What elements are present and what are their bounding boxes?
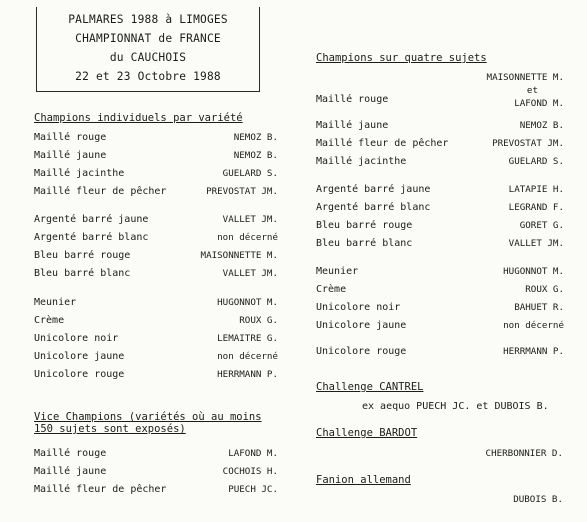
result-row [316, 320, 564, 334]
variety-label: Bleu barré rouge [34, 250, 131, 261]
winner-name: COCHOIS H. [222, 466, 278, 477]
winner-name: BAHUET R. [514, 302, 564, 313]
variety-label: Maillé rouge [34, 448, 107, 459]
variety-label: Argenté barré jaune [34, 214, 149, 225]
winner-name: LATAPIE H. [508, 184, 564, 195]
winner-name: LEGRAND F. [508, 202, 564, 213]
winner-name: LEMAITRE G. [217, 333, 278, 344]
title-line-4: 22 et 23 Octobre 1988 [75, 70, 221, 83]
result-row [34, 150, 278, 164]
result-row [316, 120, 564, 134]
result-row [34, 297, 278, 311]
title-line-3: du CAUCHOIS [109, 51, 187, 64]
variety-label: Maillé jaune [34, 466, 107, 477]
winner-name: HUGONNOT M. [217, 297, 278, 308]
result-row [316, 184, 564, 198]
four-heading: Champions sur quatre sujets [316, 52, 487, 64]
result-row [34, 448, 278, 462]
winner-name: non décerné [503, 320, 564, 331]
fanion-text: DUBOIS B. [513, 494, 563, 505]
winner-name: GUELARD S. [508, 156, 564, 167]
bardot-text: CHERBONNIER D. [485, 448, 563, 459]
individual-heading: Champions individuels par variété [34, 112, 243, 124]
winner-name: HERRMANN P. [217, 369, 278, 380]
result-row [316, 220, 564, 234]
result-row [34, 250, 278, 264]
variety-label: Meunier [34, 297, 77, 308]
title-line-1: PALMARES 1988 à LIMOGES [68, 13, 228, 26]
variety-label: Maillé fleur de pêcher [34, 186, 167, 197]
winner-name: GUELARD S. [222, 168, 278, 179]
result-row [34, 484, 278, 498]
variety-label: Unicolore rouge [316, 346, 407, 357]
result-row [34, 333, 278, 347]
variety-label: Argenté barré jaune [316, 184, 431, 195]
winner-name: NEMOZ B. [233, 150, 278, 161]
four-row-value-2: LAFOND M. [514, 98, 564, 109]
variety-label: Meunier [316, 266, 359, 277]
variety-label: Maillé jacinthe [34, 168, 125, 179]
winner-name: PREVOSTAT JM. [492, 138, 564, 149]
winner-name: NEMOZ B. [519, 120, 564, 131]
winner-name: PUECH JC. [228, 484, 278, 495]
result-row [316, 138, 564, 152]
fanion-heading: Fanion allemand [316, 474, 411, 486]
result-row [34, 232, 278, 246]
winner-name: HERRMANN P. [503, 346, 564, 357]
winner-name: HUGONNOT M. [503, 266, 564, 277]
title-box [36, 7, 260, 92]
variety-label: Argenté barré blanc [34, 232, 149, 243]
four-row-value-connector: et [526, 85, 538, 96]
variety-label: Argenté barré blanc [316, 202, 431, 213]
result-row [34, 186, 278, 200]
four-row-first [316, 72, 564, 116]
result-row [316, 202, 564, 216]
winner-name: VALLET JM. [222, 214, 278, 225]
title-line-2: CHAMPIONNAT de FRANCE [75, 32, 221, 45]
variety-label: Crème [34, 315, 65, 326]
variety-label: Maillé jacinthe [316, 156, 407, 167]
bardot-heading: Challenge BARDOT [316, 427, 418, 439]
winner-name: PREVOSTAT JM. [206, 186, 278, 197]
result-row [34, 466, 278, 480]
result-row [34, 315, 278, 329]
result-row [316, 284, 564, 298]
winner-name: ROUX G. [239, 315, 278, 326]
winner-name: VALLET JM. [222, 268, 278, 279]
variety-label: Maillé fleur de pêcher [34, 484, 167, 495]
winner-name: ROUX G. [525, 284, 564, 295]
variety-label: Bleu barré blanc [34, 268, 131, 279]
variety-label: Unicolore rouge [34, 369, 125, 380]
result-row [316, 266, 564, 280]
winner-name: non décerné [217, 232, 278, 243]
winner-name: non décerné [217, 351, 278, 362]
result-row [34, 369, 278, 383]
four-row-value: MAISONNETTE M. [486, 72, 564, 83]
result-row [316, 156, 564, 170]
variety-label: Unicolore jaune [316, 320, 407, 331]
variety-label: Maillé fleur de pêcher [316, 138, 449, 149]
variety-label: Unicolore noir [316, 302, 401, 313]
winner-name: NEMOZ B. [233, 132, 278, 143]
result-row [34, 214, 278, 228]
variety-label: Maillé jaune [34, 150, 107, 161]
variety-label: Crème [316, 284, 347, 295]
result-row [34, 268, 278, 282]
four-row-label: Maillé rouge [316, 94, 389, 105]
winner-name: VALLET JM. [508, 238, 564, 249]
cantrel-heading: Challenge CANTREL [316, 381, 424, 393]
variety-label: Maillé rouge [34, 132, 107, 143]
result-row [34, 168, 278, 182]
variety-label: Unicolore noir [34, 333, 119, 344]
variety-label: Unicolore jaune [34, 351, 125, 362]
winner-name: MAISONNETTE M. [200, 250, 278, 261]
variety-label: Maillé jaune [316, 120, 389, 131]
vice-heading [34, 411, 294, 435]
result-row [34, 132, 278, 146]
result-row [316, 238, 564, 252]
winner-name: LAFOND M. [228, 448, 278, 459]
result-row [316, 302, 564, 316]
cantrel-text: ex aequo PUECH JC. et DUBOIS B. [362, 401, 549, 412]
result-row [316, 346, 564, 360]
vice-heading-line-2: 150 sujets sont exposés) [34, 423, 186, 435]
winner-name: GORET G. [519, 220, 564, 231]
vice-heading-line-1: Vice Champions (variétés où au moins [34, 411, 262, 423]
variety-label: Bleu barré rouge [316, 220, 413, 231]
variety-label: Bleu barré blanc [316, 238, 413, 249]
result-row [34, 351, 278, 365]
